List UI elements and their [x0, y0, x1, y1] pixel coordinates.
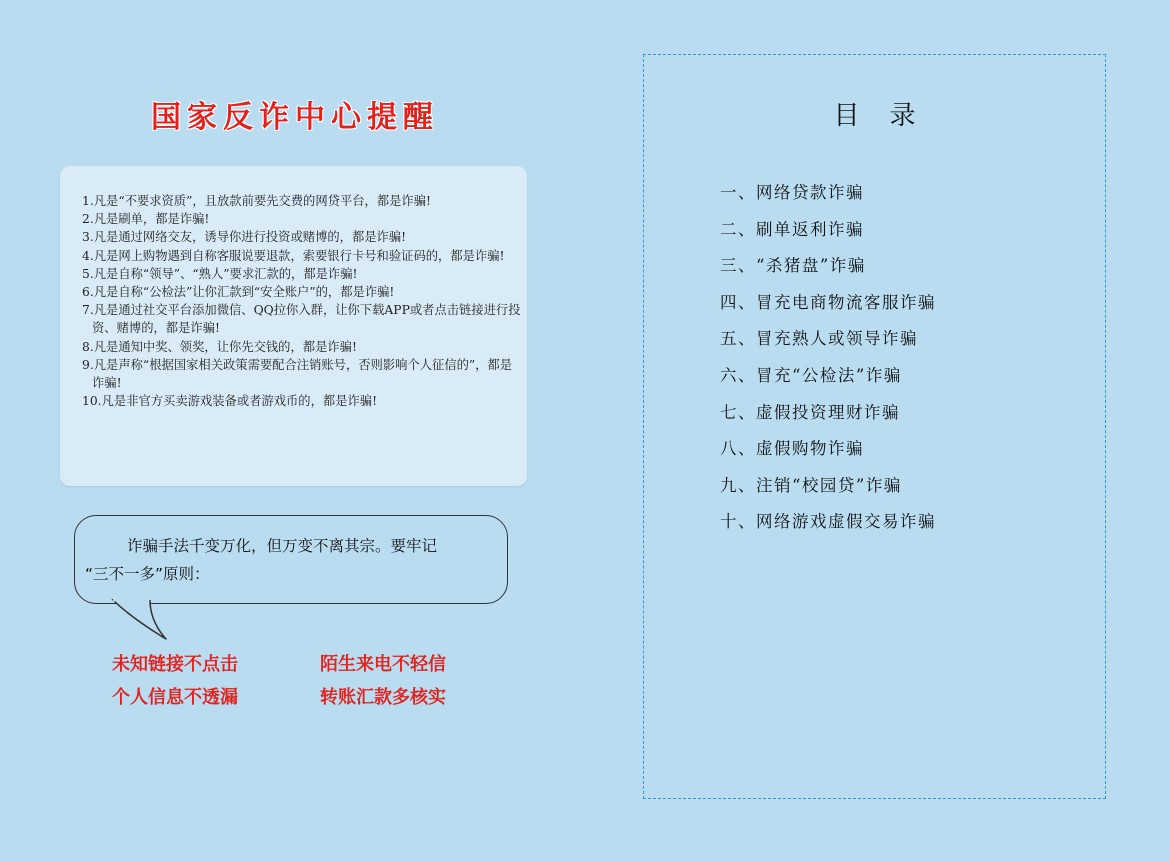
tip-item: 7.凡是通过社交平台添加微信、QQ拉你入群，让你下载APP或者点击链接进行投资、赌博的，都是诈骗!	[82, 303, 521, 336]
slogan-text: 未知链接不点击	[112, 654, 238, 675]
table-of-contents	[643, 54, 1106, 799]
tip-item: 4.凡是网上购物遇到自称客服说要退款，索要银行卡号和验证码的，都是诈骗!	[82, 248, 505, 263]
speech-bubble-tail	[110, 599, 170, 643]
bubble-text	[85, 532, 497, 588]
tip-item: 2.凡是刷单，都是诈骗!	[82, 212, 210, 227]
slogan-text: 个人信息不透漏	[112, 687, 238, 708]
tip-item: 8.凡是通知中奖、领奖，让你先交钱的，都是诈骗!	[82, 339, 357, 354]
slogan-text: 陌生来电不轻信	[320, 654, 446, 675]
reminder-title: 国家反诈中心提醒	[151, 100, 439, 135]
toc-list	[720, 175, 936, 541]
toc-item: 二、刷单返利诈骗	[720, 219, 864, 239]
toc-item: 五、冒充熟人或领导诈骗	[720, 329, 918, 349]
toc-title: 目录	[833, 101, 946, 131]
tip-item: 6.凡是自称“公检法”让你汇款到“安全账户”的，都是诈骗!	[82, 285, 395, 300]
tips-list	[60, 166, 527, 410]
speech-bubble	[74, 515, 508, 604]
tips-panel	[60, 166, 527, 486]
toc-item: 九、注销“校园贷”诈骗	[720, 475, 902, 495]
toc-item: 六、冒充“公检法”诈骗	[720, 365, 902, 385]
toc-item: 三、“杀猪盘”诈骗	[720, 256, 866, 276]
toc-item: 八、虚假购物诈骗	[720, 439, 864, 459]
tip-item: 5.凡是自称“领导”、“熟人”要求汇款的，都是诈骗!	[82, 266, 358, 281]
bubble-line: 诈骗手法千变万化，但万变不离其宗。要牢记	[127, 537, 438, 555]
tip-item: 9.凡是声称“根据国家相关政策需要配合注销账号，否则影响个人征信的”，都是诈骗!	[82, 357, 513, 391]
toc-item: 十、网络游戏虚假交易诈骗	[720, 512, 936, 532]
tip-item: 1.凡是“不要求资质”，且放款前要先交费的网贷平台，都是诈骗!	[82, 194, 431, 208]
bubble-line: “三不一多”原则：	[85, 565, 210, 583]
toc-item: 七、虚假投资理财诈骗	[720, 402, 900, 422]
tip-item: 10.凡是非官方买卖游戏装备或者游戏币的，都是诈骗!	[82, 394, 378, 409]
toc-item: 一、网络贷款诈骗	[720, 183, 864, 202]
tip-item: 3.凡是通过网络交友，诱导你进行投资或赌博的，都是诈骗!	[82, 230, 407, 245]
slogan-text: 转账汇款多核实	[320, 687, 446, 708]
toc-item: 四、冒充电商物流客服诈骗	[720, 292, 936, 312]
